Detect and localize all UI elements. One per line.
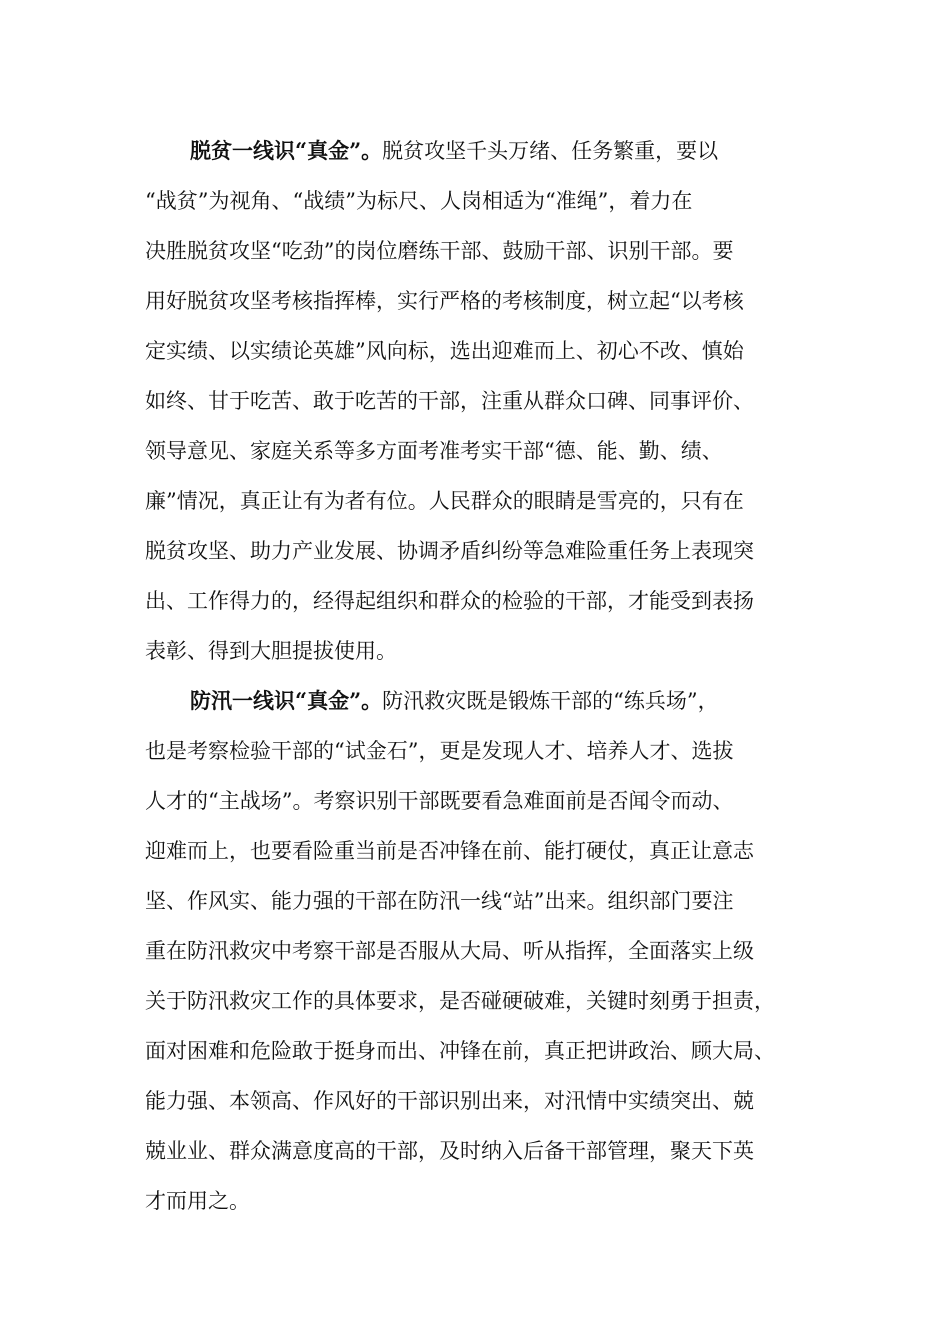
paragraph-2-line-7: 关于防汛救灾工作的具体要求，是否碰硬破难，关键时刻勇于担责，	[145, 989, 775, 1013]
paragraph-1-line-8: 廉”情况，真正让有为者有位。人民群众的眼睛是雪亮的，只有在	[145, 489, 744, 513]
paragraph-1-line-3: 决胜脱贫攻坚“吃劲”的岗位磨练干部、鼓励干部、识别干部。要	[145, 239, 734, 263]
paragraph-2-line-8: 面对困难和危险敢于挺身而出、冲锋在前，真正把讲政治、顾大局、	[145, 1039, 775, 1063]
paragraph-2-line-6: 重在防汛救灾中考察干部是否服从大局、听从指挥，全面落实上级	[145, 939, 754, 963]
paragraph-1-line-10: 出、工作得力的，经得起组织和群众的检验的干部，才能受到表扬	[145, 589, 754, 613]
paragraph-2-line-10: 兢业业、群众满意度高的干部，及时纳入后备干部管理，聚天下英	[145, 1139, 754, 1163]
paragraph-1-line-7: 领导意见、家庭关系等多方面考准考实干部“德、能、勤、绩、	[145, 439, 723, 463]
paragraph-2-line-4: 迎难而上，也要看险重当前是否冲锋在前、能打硬仗，真正让意志	[145, 839, 754, 863]
paragraph-2-line-9: 能力强、本领高、作风好的干部识别出来，对汛情中实绩突出、兢	[145, 1089, 754, 1113]
paragraph-2-line-1	[190, 684, 719, 718]
paragraph-1-line-9: 脱贫攻坚、助力产业发展、协调矛盾纠纷等急难险重任务上表现突	[145, 539, 754, 563]
paragraph-1-line-1	[190, 134, 718, 168]
paragraph-2-line-2: 也是考察检验干部的“试金石”，更是发现人才、培养人才、选拔	[145, 739, 734, 763]
paragraph-1-line-2: “战贫”为视角、“战绩”为标尺、人岗相适为“准绳”，着力在	[145, 189, 693, 213]
paragraph-2-line-5: 坚、作风实、能力强的干部在防汛一线“站”出来。组织部门要注	[145, 889, 734, 913]
paragraph-2-line-11: 才而用之。	[145, 1189, 250, 1213]
paragraph-1-line-5: 定实绩、以实绩论英雄”风向标，选出迎难而上、初心不改、慎始	[145, 339, 744, 363]
paragraph-1-line-6: 如终、甘于吃苦、敢于吃苦的干部，注重从群众口碑、同事评价、	[145, 389, 754, 413]
paragraph-1-heading: 脱贫一线识“真金”。	[190, 138, 383, 163]
paragraph-1-text: 脱贫攻坚千头万绪、任务繁重，要以	[382, 139, 719, 163]
paragraph-2-text: 防汛救灾既是锻炼干部的“练兵场”，	[382, 689, 719, 713]
paragraph-2-line-3: 人才的“主战场”。考察识别干部既要看急难面前是否闻令而动、	[145, 789, 734, 813]
paragraph-1-line-4: 用好脱贫攻坚考核指挥棒，实行严格的考核制度，树立起“以考核	[145, 289, 744, 313]
paragraph-1-line-11: 表彰、得到大胆提拔使用。	[145, 639, 397, 663]
paragraph-2-heading: 防汛一线识“真金”。	[190, 688, 383, 713]
